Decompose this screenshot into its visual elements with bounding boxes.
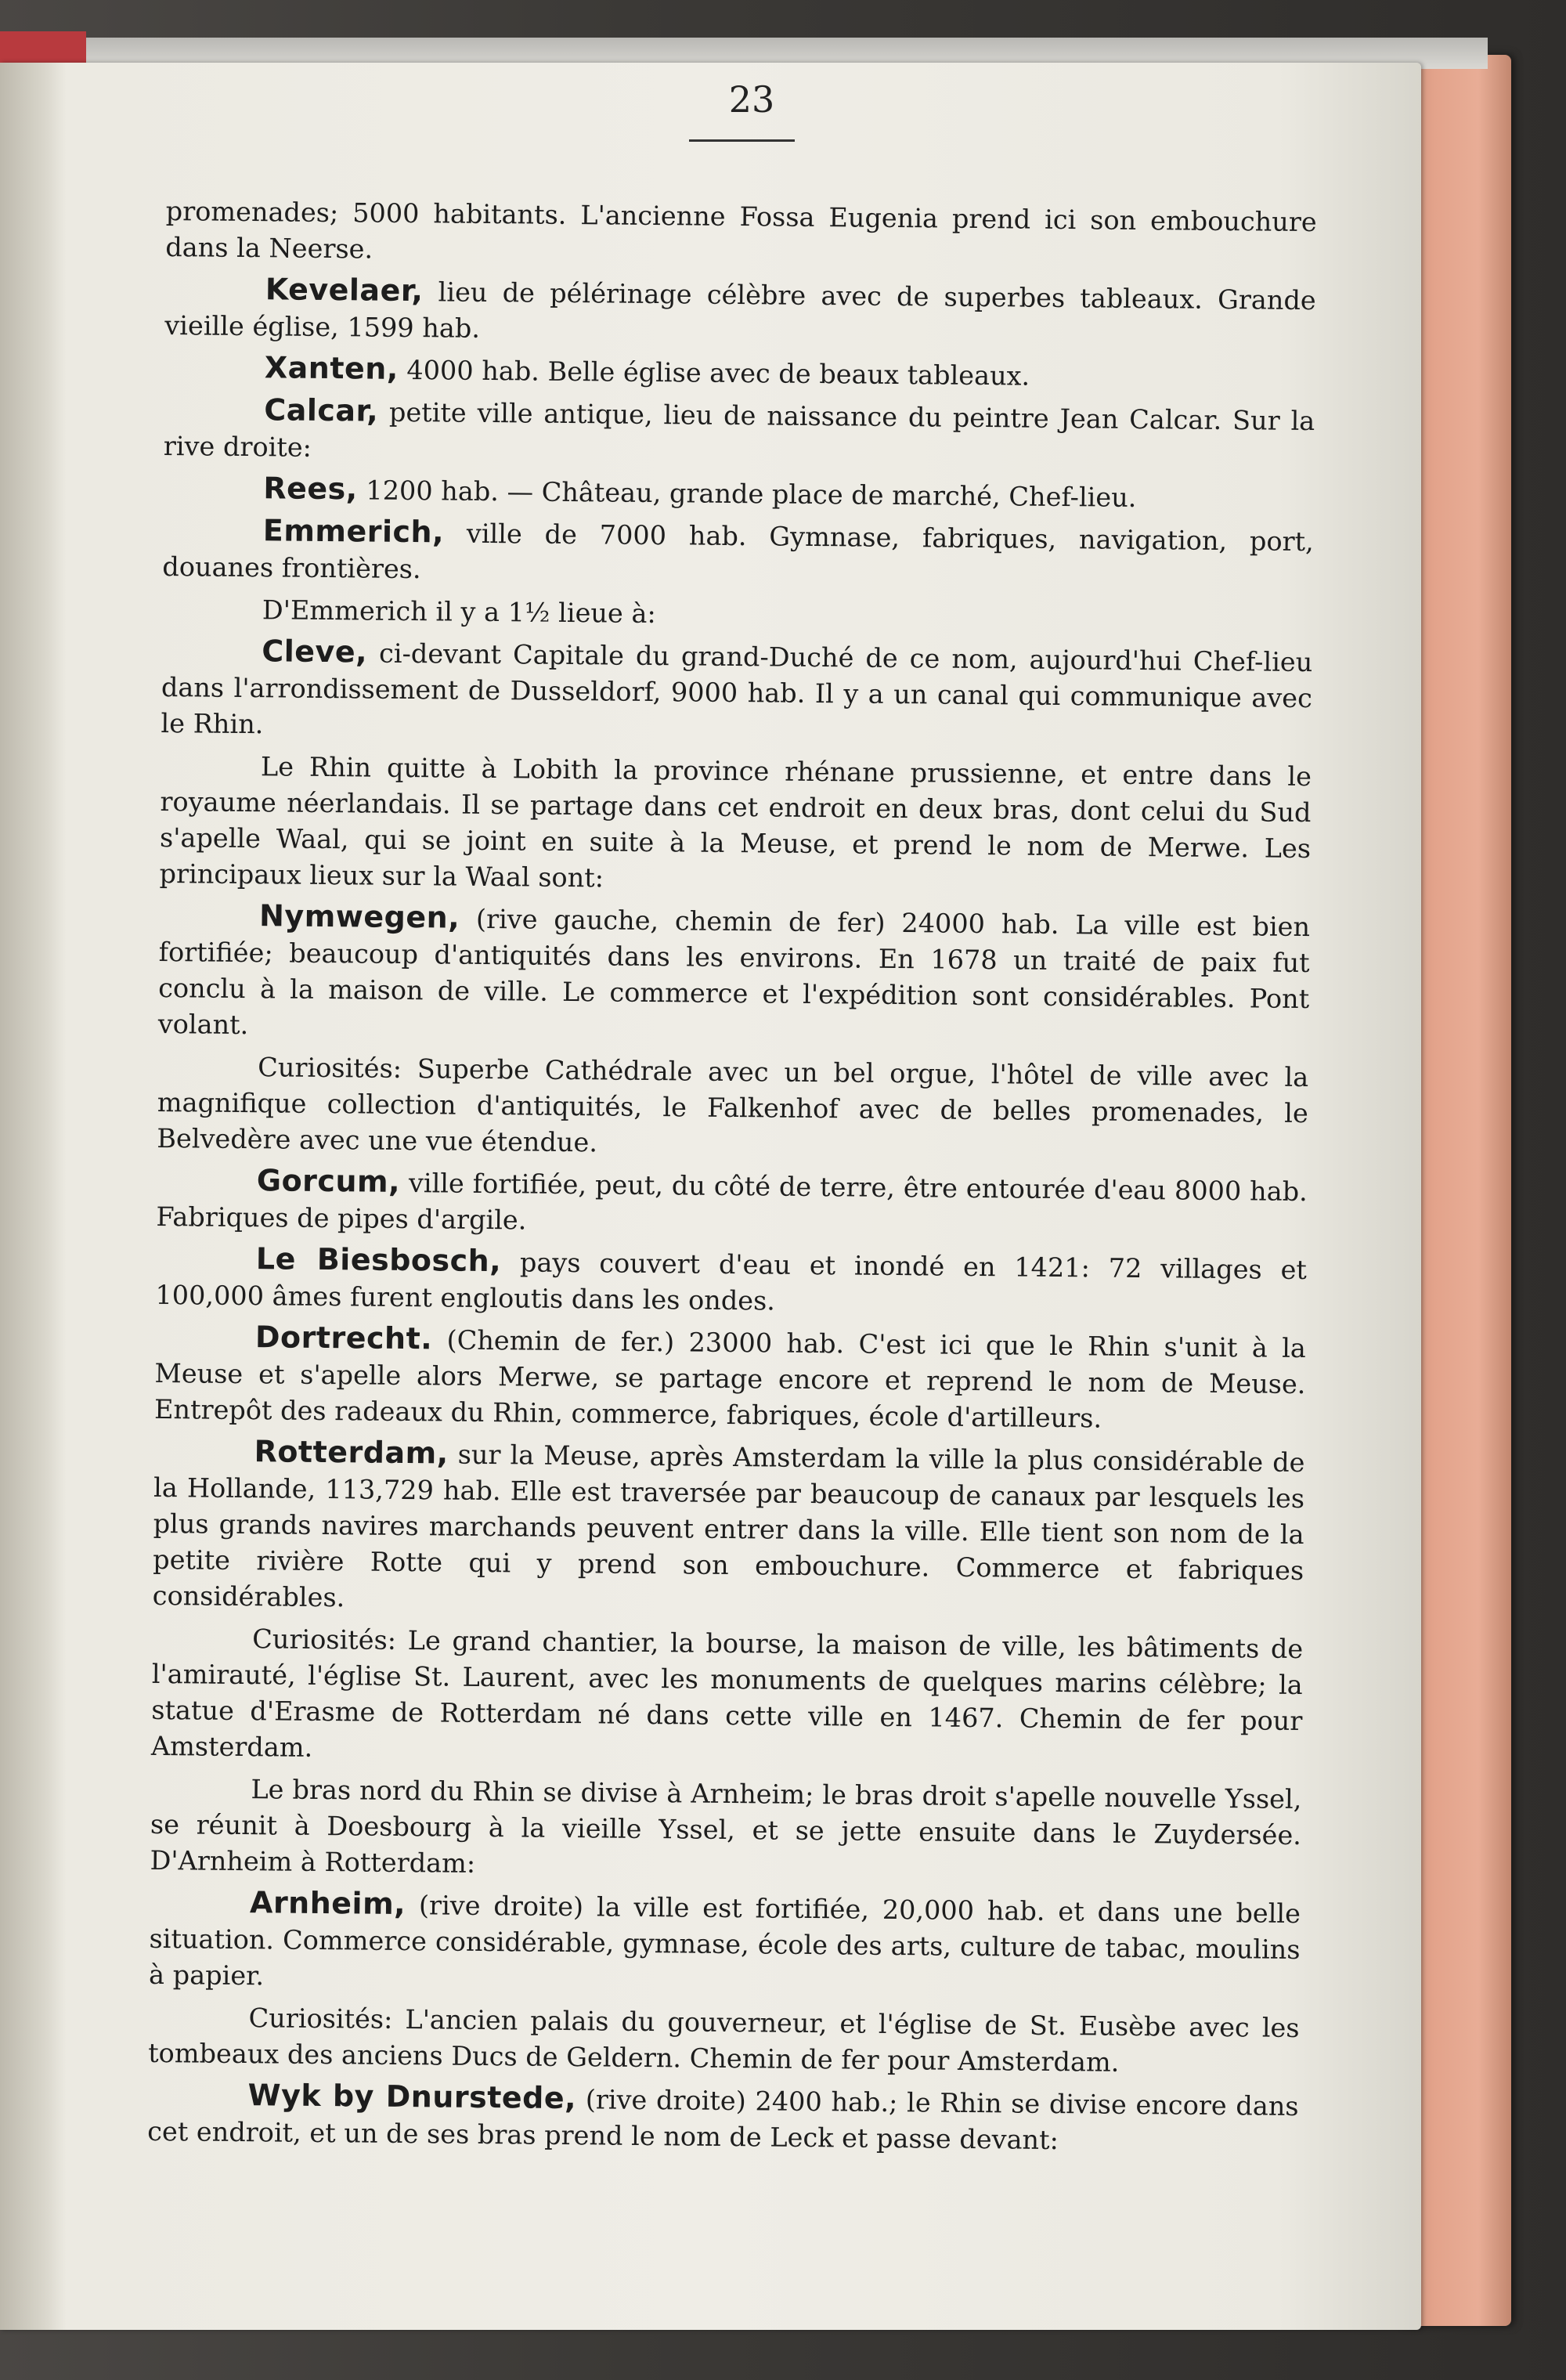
place-name: Arnheim, <box>249 1885 406 1922</box>
paragraph <box>163 469 1314 518</box>
paragraph-text: Curiosités: L'ancien palais du gouverneur, et l'église de St. Eusèbe avec les tombeaux des anciens Ducs de Geldern. Chemin de fer pour Amsterdam. <box>148 2003 1300 2078</box>
paragraph-text: ci-devant Capitale du grand-Duché de ce nom, aujourd'hui Chef-lieu dans l'arrondissement de Dusseldorf, 9000 hab. Il y a un canal qui communique avec le Rhin. <box>161 637 1313 740</box>
paragraph <box>161 632 1312 753</box>
paragraph-text: D'Emmerich il y a 1½ lieue à: <box>262 594 656 630</box>
paragraph <box>149 1883 1301 2004</box>
place-name: Gorcum, <box>256 1163 401 1199</box>
paragraph-text: (rive droite) la ville est fortifiée, 20,000 hab. et dans une belle situation. Commerce considérable, gymnase, école des arts, culture de tabac, moulins à papier. <box>148 1890 1301 1992</box>
place-name: Kevelaer, <box>265 272 424 309</box>
paragraph-text: Le Rhin quitte à Lobith la province rhénane prussienne, et entre dans le royaume néerlandais. Il se partage dans cet endroit en deux bras, dont celui du Sud s'apelle Waal, qui se joint en suite à la Meuse, et prend le nom de Merwe. Les principaux lieux sur la Waal sont: <box>159 751 1312 894</box>
paragraph <box>150 1769 1301 1890</box>
paragraph <box>159 746 1312 903</box>
paragraph <box>157 1047 1308 1168</box>
place-name: Le Biesbosch, <box>255 1241 502 1279</box>
page-number-rule <box>689 139 795 142</box>
paragraph-text: lieu de pélérinage célèbre avec de superbes tableaux. Grande vieille église, 1599 hab. <box>164 276 1316 344</box>
paragraph <box>164 270 1316 355</box>
page-number: 23 <box>728 78 775 121</box>
paragraph-text: promenades; 5000 habitants. L'ancienne Fossa Eugenia prend ici son embouchure dans la Neerse. <box>165 195 1317 265</box>
paragraph <box>155 1240 1307 1324</box>
paragraph <box>147 2076 1299 2161</box>
paragraph <box>165 192 1317 276</box>
body-text <box>147 192 1317 2165</box>
place-name: Dortrecht. <box>254 1320 433 1356</box>
paragraph-text: (rive gauche, chemin de fer) 24000 hab. La ville est bien fortifiée; beaucoup d'antiquités dans les environs. En 1678 un traité de paix fut conclu à la maison de ville. Le commerce et l'expédition sont considérables. Pont volant. <box>157 903 1311 1041</box>
paragraph <box>162 590 1313 638</box>
paragraph <box>162 511 1314 596</box>
paragraph <box>164 349 1315 397</box>
place-name: Nymwegen, <box>258 898 460 935</box>
place-name: Emmerich, <box>262 513 445 550</box>
paragraph-text: 1200 hab. — Château, grande place de marché, Chef-lieu. <box>357 475 1137 513</box>
paragraph-text: 4000 hab. Belle église avec de beaux tableaux. <box>398 354 1030 392</box>
paragraph <box>153 1432 1305 1625</box>
paragraph <box>154 1318 1306 1439</box>
paragraph-text: petite ville antique, lieu de naissance du peintre Jean Calcar. Sur la rive droite: <box>163 396 1315 463</box>
paragraph <box>148 1998 1300 2082</box>
place-name: Xanten, <box>264 350 399 386</box>
paragraph <box>164 391 1315 475</box>
paragraph-text: sur la Meuse, après Amsterdam la ville la plus considérable de la Hollande, 113,729 hab. Elle est traversée par beaucoup de canaux par lesquels les plus grands navires marchands peuvent entrer dans la ville. Elle tient son nom de la petite rivière Rotte qui y prend son embouchure. Commerce et fabriques considérables. <box>152 1439 1305 1613</box>
paragraph-text: Le bras nord du Rhin se divise à Arnheim; le bras droit s'apelle nouvelle Yssel, se réunit à Doesbourg à la vieille Yssel, et se jette ensuite dans le Zuydersée. D'Arnheim à Rotterdam: <box>150 1774 1302 1879</box>
place-name: Calcar, <box>264 392 379 428</box>
place-name: Rotterdam, <box>254 1434 449 1471</box>
paragraph <box>158 897 1311 1053</box>
place-name: Cleve, <box>262 634 368 670</box>
paragraph-text: (rive droite) 2400 hab.; le Rhin se divise encore dans cet endroit, et un de ses bras prend le nom de Leck et passe devant: <box>147 2084 1299 2156</box>
paragraph <box>151 1619 1304 1775</box>
paragraph <box>156 1161 1308 1246</box>
paragraph-text: Curiosités: Superbe Cathédrale avec un bel orgue, l'hôtel de ville avec la magnifique collection d'antiquités, le Falkenhof avec de belles promenades, le Belvedère avec une vue étendue. <box>157 1052 1309 1158</box>
paragraph-text: Curiosités: Le grand chantier, la bourse, la maison de ville, les bâtiments de l'amirauté, l'église St. Laurent, avec les monuments de quelques marins célèbre; la statue d'Erasme de Rotterdam né dans cette ville en 1467. Chemin de fer pour Amsterdam. <box>150 1623 1304 1763</box>
paragraph-text: pays couvert d'eau et inondé en 1421: 72 villages et 100,000 âmes furent engloutis dans les ondes. <box>155 1247 1308 1316</box>
page-gutter-shadow <box>0 63 67 2330</box>
paragraph-text: (Chemin de fer.) 23000 hab. C'est ici que le Rhin s'unit à la Meuse et s'apelle alors Merwe, se partage encore et reprend le nom de Meuse. Entrepôt des radeaux du Rhin, commerce, fabriques, école d'artilleurs. <box>153 1324 1307 1434</box>
place-name: Wyk by Dnurstede, <box>247 2078 577 2116</box>
paragraph-text: ville fortifiée, peut, du côté de terre, être entourée d'eau 8000 hab. Fabriques de pipes d'argile. <box>156 1167 1308 1236</box>
paragraph-text: ville de 7000 hab. Gymnase, fabriques, navigation, port, douanes frontières. <box>162 518 1314 585</box>
place-name: Rees, <box>263 471 358 507</box>
